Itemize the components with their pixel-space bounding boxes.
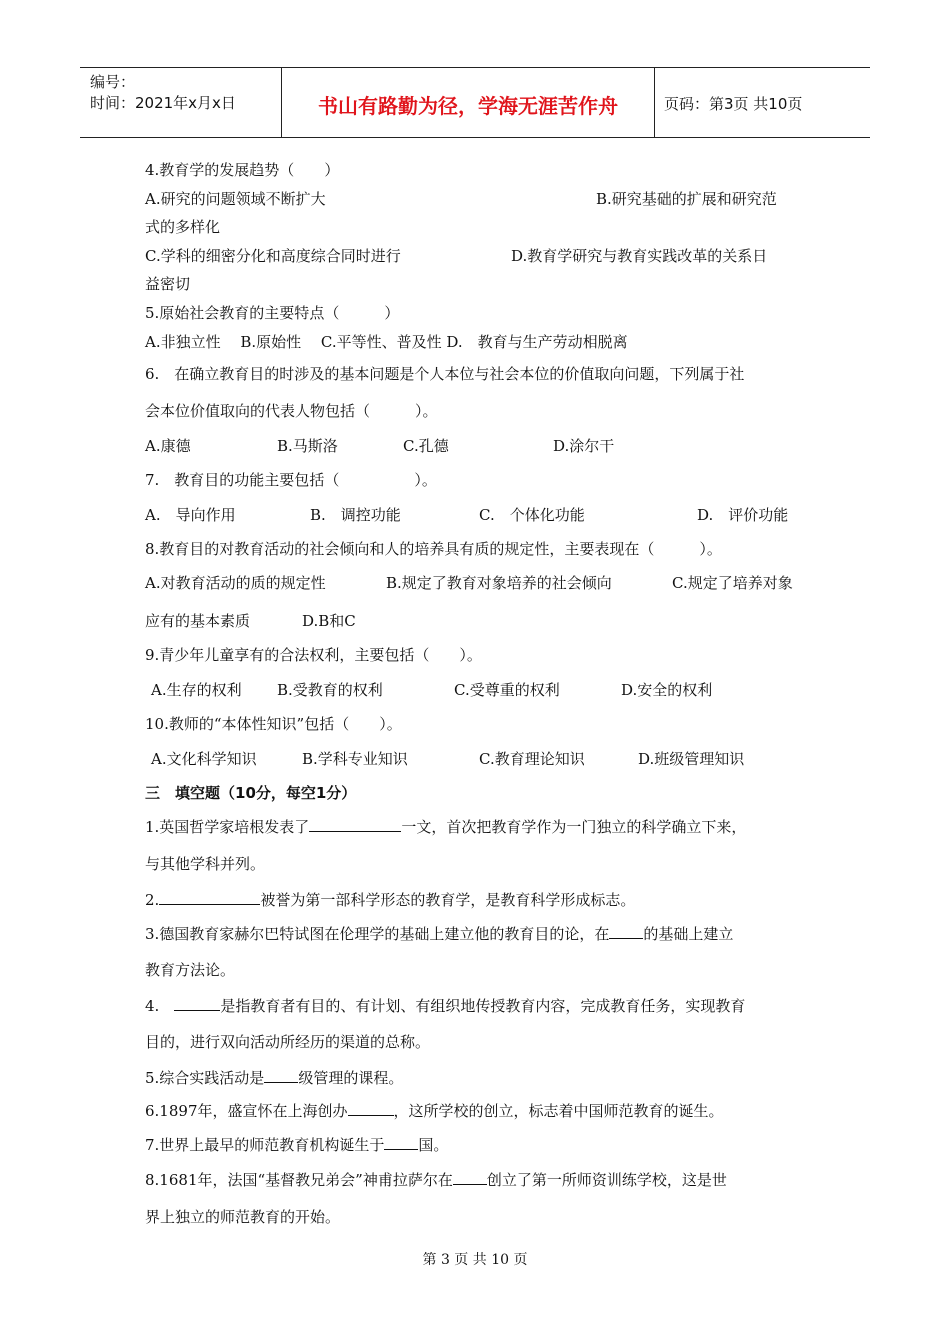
fill-item-5 (145, 1068, 403, 1088)
page-footer: 第 3 页 共 10 页 (422, 1252, 528, 1268)
q9-option-b: B.受教育的权利 (277, 681, 383, 699)
q10-option-d: D.班级管理知识 (638, 750, 745, 768)
fill-item-4-cont: 目的，进行双向活动所经历的渠道的总称。 (145, 1033, 431, 1051)
q8-option-c: C.规定了培养对象 (672, 574, 793, 592)
date-label: 时间：2021年x月x日 (90, 94, 236, 112)
fill-item-6 (145, 1101, 724, 1121)
q10-option-a: A.文化科学知识 (151, 750, 257, 768)
q7-option-a: A. 导向作用 (145, 506, 236, 524)
number-label: 编号： (90, 73, 136, 91)
fill-item-7 (145, 1135, 448, 1155)
fill-3-blank (609, 924, 643, 939)
fill-4-text-post: 是指教育者有目的、有计划、有组织地传授教育内容，完成教育任务，实现教育 (220, 997, 746, 1015)
fill-7-text-pre: 7.世界上最早的师范教育机构诞生于 (145, 1136, 385, 1154)
q8-option-b: B.规定了教育对象培养的社会倾向 (386, 574, 612, 592)
header-motto-cell (281, 68, 655, 137)
q5-stem: 5.原始社会教育的主要特点（ ） (145, 304, 400, 322)
q8-option-a: A.对教育活动的质的规定性 (145, 574, 326, 592)
fill-5-text-pre: 5.综合实践活动是 (145, 1069, 265, 1087)
header-meta (80, 68, 281, 137)
q7-stem: 7. 教育目的功能主要包括（ ）。 (145, 471, 437, 489)
q8-option-d: D.B和C (302, 612, 356, 630)
q4-option-d-cont: 益密切 (145, 275, 191, 293)
fill-1-text-pre: 1.英国哲学家培根发表了 (145, 818, 310, 836)
q4-option-c: C.学科的细密分化和高度综合同时进行 (145, 247, 401, 265)
q7-option-d: D. 评价功能 (697, 506, 789, 524)
fill-8-text-pre: 8.1681年，法国“基督教兄弟会”神甫拉萨尔在 (145, 1171, 453, 1189)
fill-item-1 (145, 817, 746, 837)
q5-options: A.非独立性 B.原始性 C.平等性、普及性 D. 教育与生产劳动相脱离 (145, 333, 628, 351)
fill-7-text-post: 国。 (418, 1136, 449, 1154)
fill-6-blank (348, 1101, 394, 1116)
fill-item-3-cont: 教育方法论。 (145, 961, 236, 979)
q6-stem-line1: 6. 在确立教育目的时涉及的基本问题是个人本位与社会本位的价值取向问题，下列属于社 (145, 365, 745, 383)
q4-stem: 4.教育学的发展趋势（ ） (145, 161, 340, 179)
q4-option-b-cont: 式的多样化 (145, 218, 221, 236)
q8-option-c-cont: 应有的基本素质 (145, 612, 251, 630)
fill-3-text-pre: 3.德国教育家赫尔巴特试图在伦理学的基础上建立他的教育目的论，在 (145, 925, 610, 943)
fill-item-3 (145, 924, 733, 944)
fill-5-blank (264, 1068, 298, 1083)
fill-item-1-cont: 与其他学科并列。 (145, 855, 266, 873)
fill-4-text-pre: 4. (145, 997, 175, 1015)
q9-option-c: C.受尊重的权利 (454, 681, 560, 699)
fill-5-text-post: 级管理的课程。 (298, 1069, 404, 1087)
q9-option-a: A.生存的权利 (151, 681, 242, 699)
fill-7-blank (384, 1135, 418, 1150)
page-header (80, 67, 870, 138)
q6-option-a: A.康德 (145, 437, 191, 455)
fill-2-blank (159, 890, 260, 905)
fill-2-text-pre: 2. (145, 891, 160, 909)
fill-1-text-post: 一文，首次把教育学作为一门独立的科学确立下来， (401, 818, 747, 836)
q4-option-b: B.研究基础的扩展和研究范 (596, 190, 777, 208)
q6-stem-line2: 会本位价值取向的代表人物包括（ ）。 (145, 402, 438, 420)
q10-stem: 10.教师的“本体性知识”包括（ ）。 (145, 715, 402, 733)
fill-4-blank (174, 996, 220, 1011)
fill-1-blank (309, 817, 401, 832)
q6-option-d: D.涂尔干 (553, 437, 615, 455)
fill-item-8-cont: 界上独立的师范教育的开始。 (145, 1208, 341, 1226)
motto-text: 书山有路勤为径，学海无涯苦作舟 (318, 94, 618, 118)
fill-6-text-pre: 6.1897年，盛宣怀在上海创办 (145, 1102, 348, 1120)
fill-6-text-post: ，这所学校的创立，标志着中国师范教育的诞生。 (393, 1102, 724, 1120)
q9-stem: 9.青少年儿童享有的合法权利，主要包括（ ）。 (145, 646, 482, 664)
fill-8-text-post: 创立了第一所师资训练学校，这是世 (486, 1171, 727, 1189)
q8-stem: 8.教育目的对教育活动的社会倾向和人的培养具有质的规定性，主要表现在（ ）。 (145, 540, 722, 558)
fill-2-text-post: 被誉为第一部科学形态的教育学，是教育科学形成标志。 (260, 891, 636, 909)
q9-option-d: D.安全的权利 (621, 681, 713, 699)
q4-option-a: A.研究的问题领域不断扩大 (145, 190, 326, 208)
q4-option-d: D.教育学研究与教育实践改革的关系日 (511, 247, 768, 265)
fill-3-text-post: 的基础上建立 (643, 925, 734, 943)
q10-option-b: B.学科专业知识 (302, 750, 408, 768)
q6-option-c: C.孔德 (403, 437, 449, 455)
fill-item-2 (145, 890, 635, 910)
fill-8-blank (453, 1170, 487, 1185)
q7-option-b: B. 调控功能 (310, 506, 401, 524)
fill-item-8 (145, 1170, 727, 1190)
q6-option-b: B.马斯洛 (277, 437, 338, 455)
fill-item-4 (145, 996, 745, 1016)
header-page-info-cell (654, 68, 870, 137)
page-info: 页码：第3页 共10页 (664, 95, 803, 113)
q7-option-c: C. 个体化功能 (479, 506, 585, 524)
q10-option-c: C.教育理论知识 (479, 750, 585, 768)
section3-title: 三 填空题（10分，每空1分） (145, 784, 357, 802)
